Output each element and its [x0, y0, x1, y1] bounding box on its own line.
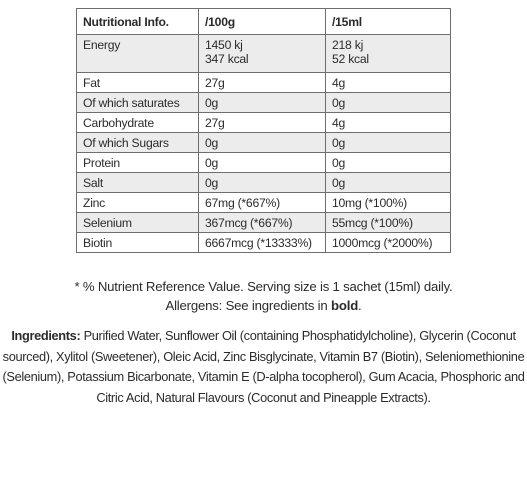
value-per-100g-cell — [199, 93, 326, 113]
nutrient-name-cell: Salt — [77, 173, 199, 193]
value-per-15ml-cell — [326, 35, 451, 73]
value-per-100g-cell — [199, 113, 326, 133]
ingredients-paragraph — [0, 326, 527, 408]
table-row — [77, 173, 451, 193]
table-row — [77, 93, 451, 113]
table-row — [77, 35, 451, 73]
footnote — [0, 277, 527, 315]
nutrient-name-cell: Selenium — [77, 213, 199, 233]
value-line: 27g — [205, 115, 225, 130]
allergens-text: Allergens: See ingredients in — [165, 298, 332, 313]
value-line: 6667mcg (*13333%) — [205, 235, 312, 250]
allergens-period: . — [358, 298, 362, 313]
column-header-per-15ml: /15ml — [326, 9, 451, 35]
value-line: 27g — [205, 75, 225, 90]
value-per-100g-cell — [199, 73, 326, 93]
nrv-note: * % Nutrient Reference Value. Serving size is 1 sachet (15ml) daily. — [74, 279, 453, 294]
value-per-15ml-cell — [326, 173, 451, 193]
allergens-bold-word: bold — [331, 298, 359, 313]
table-row — [77, 213, 451, 233]
table-row — [77, 113, 451, 133]
value-per-100g-cell — [199, 173, 326, 193]
nutrient-name-cell: Of which Sugars — [77, 133, 199, 153]
value-line: 218 kj — [332, 38, 364, 52]
value-line: 0g — [205, 135, 219, 150]
value-per-15ml-cell — [326, 113, 451, 133]
value-line: 367mcg (*667%) — [205, 215, 293, 230]
nutrient-name-cell: Protein — [77, 153, 199, 173]
value-line: 0g — [332, 135, 346, 150]
nutrient-name-cell: Energy — [77, 35, 199, 73]
value-per-100g-cell — [199, 133, 326, 153]
value-line: 347 kcal — [205, 52, 249, 66]
nutrient-name-cell: Zinc — [77, 193, 199, 213]
table-row — [77, 153, 451, 173]
value-per-15ml-cell — [326, 193, 451, 213]
ingredients-list: Purified Water, Sunflower Oil (containing Phosphatidylcholine), Glycerin (Coconut sourced), Xylitol (Sweetener), Oleic Acid, Zinc Bisglycinate, Vitamin B7 (Biotin), Seleniomethionine (Selenium), Potassium Bicarbonate, Vitamin E (D-alpha tocopherol), Gum Acacia, Phosphoric and Citric Acid, Natural Flavours (Coconut and Pineapple Extracts). — [2, 328, 525, 405]
value-per-15ml-cell — [326, 93, 451, 113]
value-line: 0g — [332, 95, 346, 110]
value-line: 0g — [205, 95, 219, 110]
value-line: 10mg (*100%) — [332, 195, 407, 210]
allergens-note — [0, 296, 527, 315]
value-line: 4g — [332, 75, 346, 90]
nutrient-name-cell: Of which saturates — [77, 93, 199, 113]
value-line: 4g — [332, 115, 346, 130]
value-line: 0g — [332, 155, 346, 170]
value-line: 67mg (*667%) — [205, 195, 280, 210]
value-per-100g-cell — [199, 233, 326, 253]
ingredients-label: Ingredients: — [11, 328, 81, 343]
value-per-100g-cell — [199, 35, 326, 73]
value-per-100g-cell — [199, 153, 326, 173]
value-line: 52 kcal — [332, 52, 369, 66]
column-header-nutrient: Nutritional Info. — [77, 9, 199, 35]
value-per-15ml-cell — [326, 233, 451, 253]
nutrient-name-cell: Fat — [77, 73, 199, 93]
value-line: 1000mcg (*2000%) — [332, 235, 433, 250]
nutrient-name-cell: Carbohydrate — [77, 113, 199, 133]
value-per-100g-cell — [199, 193, 326, 213]
value-per-15ml-cell — [326, 153, 451, 173]
table-body — [77, 35, 451, 253]
value-per-15ml-cell — [326, 133, 451, 153]
value-line: 55mcg (*100%) — [332, 215, 413, 230]
table-header-row — [77, 9, 451, 35]
nutrient-name-cell: Biotin — [77, 233, 199, 253]
column-header-per-100g: /100g — [199, 9, 326, 35]
value-line: 1450 kj — [205, 38, 243, 52]
value-line: 0g — [205, 155, 219, 170]
table-row — [77, 133, 451, 153]
table-row — [77, 193, 451, 213]
value-line: 0g — [205, 175, 219, 190]
table-row — [77, 233, 451, 253]
table-row — [77, 73, 451, 93]
value-per-15ml-cell — [326, 73, 451, 93]
value-per-100g-cell — [199, 213, 326, 233]
nutrition-table — [76, 8, 451, 253]
value-per-15ml-cell — [326, 213, 451, 233]
value-line: 0g — [332, 175, 346, 190]
